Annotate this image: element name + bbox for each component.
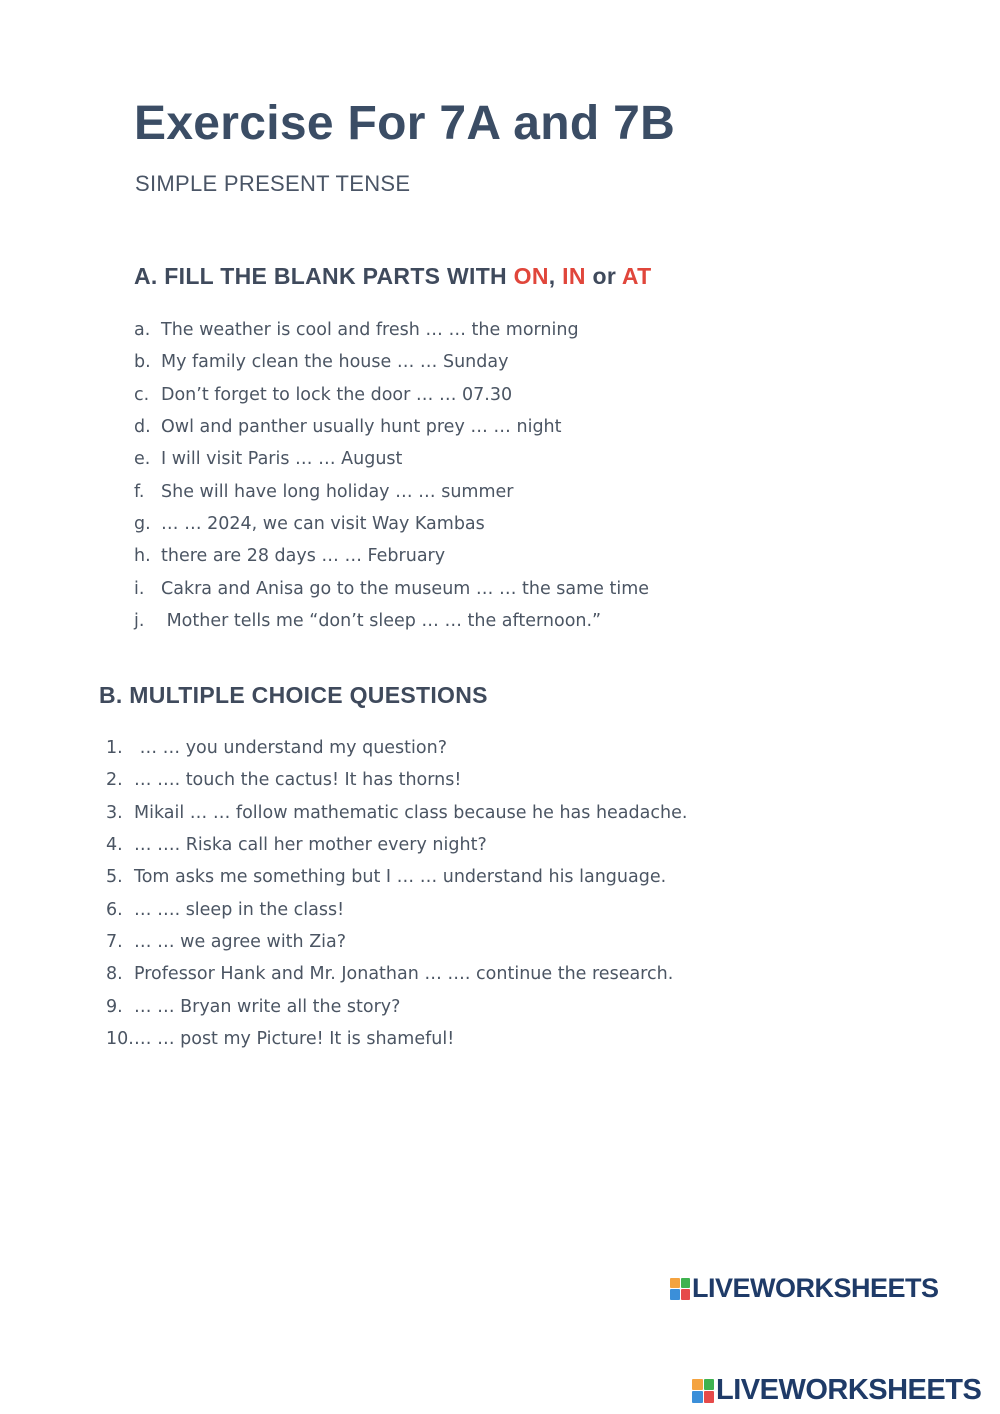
list-marker: 10.	[106, 1028, 134, 1049]
list-text: … … post my Picture! It is shameful!	[134, 1028, 455, 1049]
list-text: there are 28 days … … February	[161, 546, 446, 567]
fill-blank-item	[134, 379, 649, 411]
list-marker: 2.	[106, 770, 123, 791]
section-b-heading: B. MULTIPLE CHOICE QUESTIONS	[99, 682, 488, 708]
keyword-comma: ,	[548, 263, 556, 289]
list-marker: 5.	[106, 867, 123, 888]
list-marker: a.	[134, 320, 151, 341]
liveworksheets-icon	[692, 1379, 714, 1403]
fill-blank-item	[134, 572, 649, 604]
icon-tile	[692, 1379, 703, 1391]
list-marker: 9.	[106, 996, 123, 1017]
keyword-at: AT	[621, 263, 652, 289]
list-text: … …. Riska call her mother every night?	[134, 835, 487, 856]
list-marker: e.	[134, 449, 151, 470]
section-a-heading	[134, 263, 651, 290]
fill-blank-item	[134, 314, 649, 346]
icon-tile	[670, 1278, 680, 1289]
keyword-in: IN	[562, 263, 586, 289]
multiple-choice-item	[106, 990, 687, 1022]
icon-tile	[681, 1289, 691, 1300]
list-text: … …. touch the cactus! It has thorns!	[134, 770, 462, 791]
list-text: … … Bryan write all the story?	[134, 996, 401, 1017]
fill-blank-item	[134, 508, 649, 540]
list-marker: 7.	[106, 931, 123, 952]
list-text: The weather is cool and fresh … … the morning	[161, 320, 579, 341]
section-a-heading-prefix: A. FILL THE BLANK PARTS WITH	[134, 263, 514, 289]
multiple-choice-item	[106, 926, 687, 958]
list-marker: 1.	[106, 738, 123, 759]
icon-tile	[670, 1289, 680, 1300]
icon-tile	[692, 1391, 703, 1403]
multiple-choice-item	[106, 1023, 687, 1055]
list-marker: h.	[134, 546, 151, 567]
list-marker: c.	[134, 384, 150, 405]
icon-tile	[704, 1379, 715, 1391]
list-text: Mother tells me “don’t sleep … … the afternoon.”	[161, 610, 602, 631]
icon-tile	[681, 1278, 691, 1289]
multiple-choice-item	[106, 797, 687, 829]
fill-blank-item	[134, 540, 649, 572]
fill-blank-item	[134, 475, 649, 507]
list-marker: 3.	[106, 802, 123, 823]
list-text: Don’t forget to lock the door … … 07.30	[161, 384, 513, 405]
list-marker: g.	[134, 513, 151, 534]
list-marker: 6.	[106, 899, 123, 920]
keyword-on: ON	[513, 263, 549, 289]
watermark-text: LIVEWORKSHEETS	[716, 1374, 982, 1406]
list-text: … … 2024, we can visit Way Kambas	[161, 513, 485, 534]
multiple-choice-item	[106, 861, 687, 893]
section-b-list	[106, 732, 687, 1055]
list-text: Owl and panther usually hunt prey … … night	[161, 417, 562, 438]
multiple-choice-item	[106, 764, 687, 796]
list-marker: f.	[134, 481, 145, 502]
list-text: She will have long holiday … … summer	[161, 481, 514, 502]
multiple-choice-item	[106, 732, 687, 764]
watermark-logo-bottom	[692, 1374, 981, 1407]
list-marker: 8.	[106, 964, 123, 985]
list-marker: i.	[134, 578, 145, 599]
watermark-logo	[670, 1273, 939, 1304]
list-text: … … we agree with Zia?	[134, 931, 347, 952]
list-text: I will visit Paris … … August	[161, 449, 403, 470]
list-text: My family clean the house … … Sunday	[161, 352, 509, 373]
list-text: … …. sleep in the class!	[134, 899, 345, 920]
fill-blank-item	[134, 443, 649, 475]
icon-tile	[704, 1391, 715, 1403]
watermark-text: LIVEWORKSHEETS	[692, 1273, 939, 1303]
keyword-or: or	[585, 263, 622, 289]
list-text: Mikail … … follow mathematic class because he has headache.	[134, 802, 688, 823]
multiple-choice-item	[106, 958, 687, 990]
list-text: Cakra and Anisa go to the museum … … the same time	[161, 578, 650, 599]
multiple-choice-item	[106, 829, 687, 861]
page-subtitle: SIMPLE PRESENT TENSE	[135, 171, 411, 196]
list-text: … … you understand my question?	[134, 738, 447, 759]
list-marker: 4.	[106, 835, 123, 856]
list-marker: j.	[134, 610, 145, 631]
list-text: Professor Hank and Mr. Jonathan … …. continue the research.	[134, 964, 674, 985]
section-a-list	[134, 314, 649, 637]
liveworksheets-icon	[670, 1278, 690, 1300]
list-marker: b.	[134, 352, 151, 373]
multiple-choice-item	[106, 893, 687, 925]
list-text: Tom asks me something but I … … understand his language.	[134, 867, 667, 888]
fill-blank-item	[134, 605, 649, 637]
fill-blank-item	[134, 346, 649, 378]
fill-blank-item	[134, 411, 649, 443]
list-marker: d.	[134, 417, 151, 438]
page-title: Exercise For 7A and 7B	[134, 97, 676, 150]
